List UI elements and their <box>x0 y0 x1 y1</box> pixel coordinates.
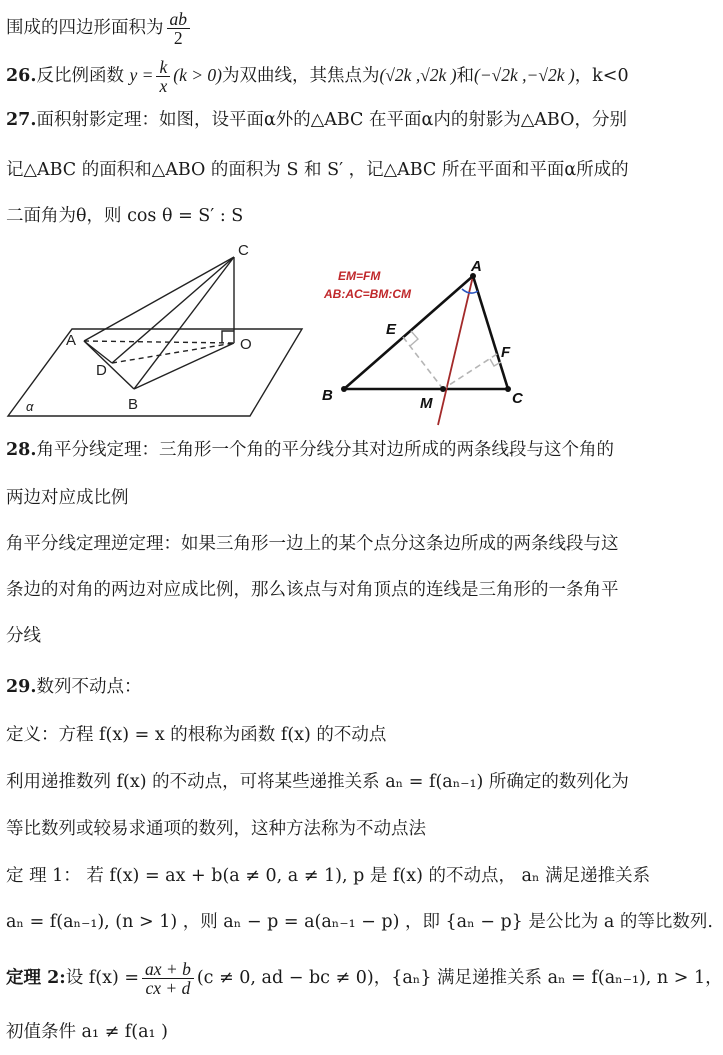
method-text: 利用递推数列 f(x) 的不动点，可将某些递推关系 aₙ = f(aₙ₋₁) 所确定的数列化为 <box>6 772 629 792</box>
focus-point-1: (√2k ,√2k ) <box>379 65 457 85</box>
bisector-AM <box>438 276 473 425</box>
annotation-em-fm: EM=FM <box>338 269 381 283</box>
point-M-dot <box>440 386 446 392</box>
item-26-hyperbola-text: 为双曲线，其焦点为 <box>222 66 380 86</box>
fraction-numerator: k <box>156 58 170 77</box>
item-28-text: 角平分线定理：三角形一个角的平分线分其对边所成的两条线段与这个角的 <box>36 440 614 460</box>
label-F: F <box>501 344 511 361</box>
converse-theorem-line-2 <box>6 578 619 602</box>
method-line-2 <box>6 817 426 841</box>
label-D: D <box>96 362 107 379</box>
item-26-text: 反比例函数 <box>36 66 124 86</box>
method-line-1 <box>6 770 629 794</box>
right-angle-mark-E <box>410 331 418 346</box>
theorem-2-conditions: (c ≠ 0, ad − bc ≠ 0)，{aₙ} 满足递推关系 aₙ = f(aₙ₋₁), n > 1， <box>196 968 723 988</box>
edge-BO <box>134 343 234 389</box>
vertex-C-dot <box>505 386 511 392</box>
label-O: O <box>240 336 252 353</box>
focus-point-2: (−√2k ,−√2k ) <box>474 65 575 85</box>
edge-DC <box>112 257 234 363</box>
fraction-mobius <box>142 960 194 997</box>
label-A: A <box>66 332 77 349</box>
item-29-line <box>6 675 141 699</box>
label-B: B <box>128 396 139 413</box>
condition-k-negative: ，k<0 <box>574 66 629 86</box>
label-A: A <box>471 258 482 275</box>
plane-alpha <box>8 329 302 416</box>
theorem-1-line-2 <box>6 910 713 934</box>
item-29-number: 29. <box>6 677 37 697</box>
edge-BC <box>134 257 234 389</box>
theorem-1-text: 定 理 1： 若 f(x) = ax + b(a ≠ 0, a ≠ 1), p 是 f(x) 的不动点， aₙ 满足递推关系 <box>6 866 651 886</box>
item-27-line-3 <box>6 204 243 228</box>
text-quad-area: 围成的四边形面积为 <box>6 18 164 38</box>
converse-theorem-line-3 <box>6 624 41 648</box>
label-B: B <box>322 387 333 404</box>
condition-k-positive: (k > 0) <box>173 65 222 85</box>
vertex-B-dot <box>341 386 347 392</box>
initial-condition-text: 初值条件 a₁ ≠ f(a₁ ) <box>6 1022 168 1042</box>
item-29-title: 数列不动点： <box>36 677 142 697</box>
theorem-2-line <box>6 960 723 997</box>
edge-DO-dashed <box>112 343 234 363</box>
theorem-1-line-1 <box>6 864 650 888</box>
label-M: M <box>420 395 433 412</box>
conjunction-and: 和 <box>456 66 475 86</box>
label-E: E <box>386 321 397 338</box>
item-26-line <box>6 58 629 95</box>
theorem-2-text: 设 f(x) = <box>65 968 140 988</box>
edge-AO-dashed <box>84 341 234 343</box>
item-27-number: 27. <box>6 110 37 130</box>
method-text-2: 等比数列或较易求通项的数列，这种方法称为不动点法 <box>6 819 426 839</box>
figure-projection-diagram <box>0 235 310 425</box>
item-28-line-2 <box>6 486 129 510</box>
item-28-text-2: 两边对应成比例 <box>6 488 129 508</box>
fraction-numerator: ax + b <box>142 960 194 979</box>
fraction-numerator: ab <box>167 10 191 29</box>
definition-text: 定义：方程 f(x) = x 的根称为函数 f(x) 的不动点 <box>6 725 387 745</box>
converse-theorem-text: 角平分线定理逆定理：如果三角形一边上的某个点分这条边所成的两条线段与这 <box>6 534 619 554</box>
item-28-line-1 <box>6 438 614 462</box>
label-C: C <box>238 242 249 259</box>
fraction-ab-over-2 <box>167 10 191 47</box>
right-angle-mark <box>222 331 234 343</box>
formula-y-equals: y = <box>129 65 154 85</box>
edge-AB <box>84 341 134 389</box>
item-27-line-1 <box>6 108 627 132</box>
item-27-text: 面积射影定理：如图，设平面α外的△ABC 在平面α内的射影为△ABO，分别 <box>36 110 627 130</box>
annotation-ratio: AB:AC=BM:CM <box>324 287 411 301</box>
converse-theorem-text-2: 条边的对角的两边对应成比例，那么该点与对角顶点的连线是三角形的一条角平 <box>6 580 619 600</box>
line-area-fraction <box>6 10 193 47</box>
fraction-k-over-x <box>156 58 170 95</box>
fraction-denominator: 2 <box>173 28 183 48</box>
definition-line <box>6 723 386 747</box>
perpendicular-EM <box>403 337 443 389</box>
theorem-1-text-2: aₙ = f(aₙ₋₁), (n > 1) ，则 aₙ − p = a(aₙ₋₁ − p) ，即 {aₙ − p} 是公比为 a 的等比数列. <box>6 912 713 932</box>
converse-theorem-line-1 <box>6 532 619 556</box>
item-26-number: 26. <box>6 66 37 86</box>
item-27-text-2: 记△ABC 的面积和△ABO 的面积为 S 和 S′ ，记△ABC 所在平面和平面α所成的 <box>6 160 629 180</box>
theorem-2-label: 定理 2: <box>6 968 66 988</box>
fraction-denominator: x <box>159 76 168 96</box>
side-AC <box>473 276 508 389</box>
initial-condition-line <box>6 1020 168 1044</box>
item-27-line-2 <box>6 158 629 182</box>
fraction-denominator: cx + d <box>145 978 191 998</box>
item-28-number: 28. <box>6 440 37 460</box>
label-alpha: α <box>26 399 34 414</box>
item-27-text-3: 二面角为θ，则 cos θ = S′ : S <box>6 206 244 226</box>
label-C: C <box>512 390 523 407</box>
converse-theorem-text-3: 分线 <box>6 626 41 646</box>
figure-angle-bisector-diagram <box>310 245 540 435</box>
